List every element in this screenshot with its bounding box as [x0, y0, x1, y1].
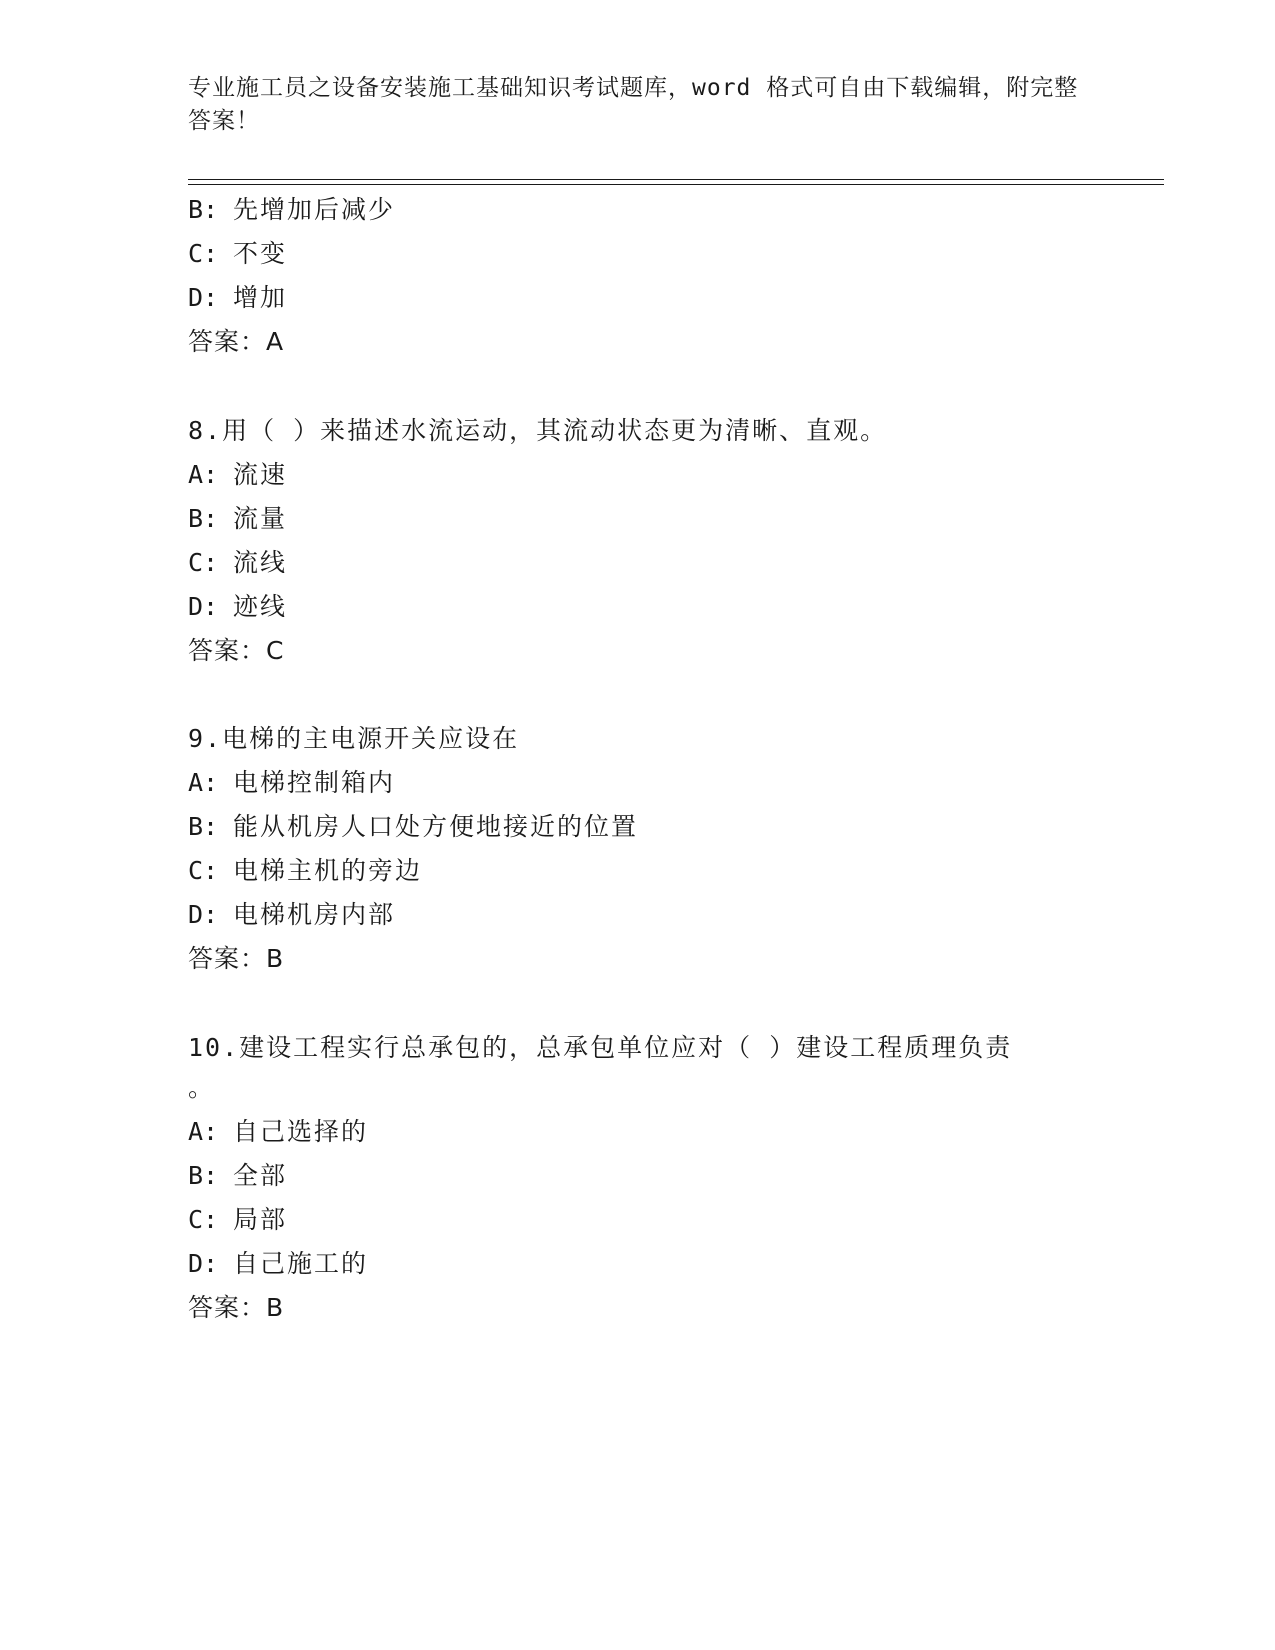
option-text: 全部: [233, 1161, 288, 1190]
option-text: 流量: [233, 504, 288, 533]
option-label: B:: [188, 195, 219, 224]
option-c: [188, 239, 287, 269]
option-label: C:: [188, 856, 219, 885]
option-c: [188, 856, 422, 886]
option-text: 自己选择的: [233, 1117, 369, 1146]
option-label: C:: [188, 548, 219, 577]
header-divider-top: [188, 179, 1164, 180]
option-d: [188, 1249, 368, 1279]
option-label: D:: [188, 900, 219, 929]
option-label: A:: [188, 1117, 219, 1146]
option-label: C:: [188, 239, 219, 268]
option-label: A:: [188, 460, 219, 489]
option-a: [188, 460, 287, 490]
option-label: A:: [188, 768, 219, 797]
option-label: D:: [188, 283, 219, 312]
option-b: [188, 504, 287, 534]
option-c: [188, 548, 287, 578]
answer-line: 答案：B: [188, 1293, 285, 1322]
option-text: 局部: [233, 1205, 288, 1234]
option-c: [188, 1205, 287, 1235]
option-text: 能从机房人口处方便地接近的位置: [233, 812, 639, 841]
option-text: 迹线: [233, 592, 288, 621]
option-label: B:: [188, 504, 219, 533]
question-9: 9.电梯的主电源开关应设在: [188, 724, 520, 753]
option-label: C:: [188, 1205, 219, 1234]
option-d: [188, 900, 395, 930]
option-label: D:: [188, 1249, 219, 1278]
question-10-continuation: 。: [188, 1073, 216, 1102]
option-label: B:: [188, 812, 219, 841]
option-text: 电梯机房内部: [233, 900, 396, 929]
option-text: 电梯主机的旁边: [233, 856, 423, 885]
option-d: [188, 592, 287, 622]
option-d: [188, 283, 287, 313]
header-divider-bottom: [188, 184, 1164, 185]
option-label: D:: [188, 592, 219, 621]
option-text: 先增加后减少: [233, 195, 396, 224]
option-a: [188, 1117, 368, 1147]
option-text: 增加: [233, 283, 288, 312]
option-b: [188, 812, 638, 842]
option-a: [188, 768, 395, 798]
option-label: B:: [188, 1161, 219, 1190]
option-b: [188, 1161, 287, 1191]
question-10: 10.建设工程实行总承包的，总承包单位应对（ ）建设工程质理负责: [188, 1033, 1013, 1062]
document-header: 专业施工员之设备安装施工基础知识考试题库，word 格式可自由下载编辑，附完整答案！: [188, 75, 1079, 134]
option-text: 自己施工的: [233, 1249, 369, 1278]
question-8: 8.用（ ）来描述水流运动，其流动状态更为清晰、直观。: [188, 416, 888, 445]
answer-line: 答案：A: [188, 327, 285, 356]
option-text: 流线: [233, 548, 288, 577]
option-text: 不变: [233, 239, 288, 268]
option-text: 流速: [233, 460, 288, 489]
option-b: [188, 195, 395, 225]
option-text: 电梯控制箱内: [233, 768, 396, 797]
answer-line: 答案：B: [188, 944, 285, 973]
answer-line: 答案：C: [188, 636, 285, 665]
